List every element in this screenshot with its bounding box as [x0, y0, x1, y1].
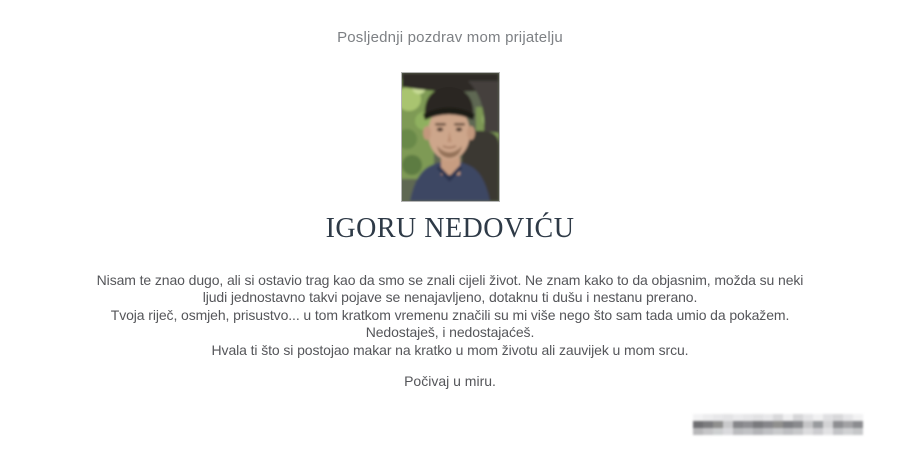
watermark-pixel	[853, 421, 863, 428]
watermark-pixel	[723, 414, 733, 421]
watermark-pixel	[813, 428, 823, 435]
watermark-pixel	[723, 428, 733, 435]
watermark-pixel	[713, 428, 723, 435]
watermark-pixel	[763, 421, 773, 428]
watermark-pixel	[693, 421, 703, 428]
closing-line: Počivaj u miru.	[404, 373, 496, 390]
watermark-pixel	[783, 421, 793, 428]
watermark-pixel	[833, 414, 843, 421]
watermark-pixel	[743, 428, 753, 435]
watermark-pixel	[693, 414, 703, 421]
memorial-message	[0, 272, 900, 359]
deceased-photo	[401, 72, 500, 202]
watermark-pixel	[753, 428, 763, 435]
watermark-pixel	[763, 428, 773, 435]
watermark-pixel	[713, 414, 723, 421]
watermark-pixel	[853, 428, 863, 435]
watermark-pixel	[743, 414, 753, 421]
watermark-pixel	[853, 414, 863, 421]
watermark-pixel	[783, 414, 793, 421]
watermark-pixel	[753, 414, 763, 421]
watermark-pixel	[813, 421, 823, 428]
watermark-pixel	[693, 428, 703, 435]
watermark-pixel	[773, 414, 783, 421]
page-title: Posljednji pozdrav mom prijatelju	[337, 29, 563, 46]
message-line: Tvoja riječ, osmjeh, prisustvo... u tom kratkom vremenu značili su mi više nego što sam tada umio da pokažem.	[110, 306, 790, 323]
message-line: ljudi jednostavno takvi pojave se nenajavljeno, dotaknu ti dušu i nestanu prerano.	[202, 289, 698, 306]
watermark-pixel	[703, 414, 713, 421]
watermark-pixel	[833, 428, 843, 435]
watermark-pixel	[793, 428, 803, 435]
watermark-pixel	[823, 428, 833, 435]
watermark-pixel	[773, 428, 783, 435]
watermark-pixel	[743, 421, 753, 428]
watermark-pixel	[733, 428, 743, 435]
watermark-pixel	[843, 414, 853, 421]
watermark-pixel	[783, 428, 793, 435]
watermark-pixel	[813, 414, 823, 421]
watermark-pixel	[803, 428, 813, 435]
watermark-pixel	[773, 421, 783, 428]
watermark-pixel	[753, 421, 763, 428]
watermark-pixel	[703, 421, 713, 428]
message-line: Nedostaješ, i nedostajaćeš.	[365, 324, 535, 341]
deceased-name: IGORU NEDOVIĆU	[325, 213, 575, 244]
watermark-pixel	[793, 414, 803, 421]
watermark-pixel	[733, 421, 743, 428]
watermark-pixel	[823, 421, 833, 428]
watermark-pixel	[803, 421, 813, 428]
watermark-pixel	[803, 414, 813, 421]
watermark-pixel	[833, 421, 843, 428]
watermark-pixel	[793, 421, 803, 428]
portrait-photo-illustration	[402, 73, 499, 201]
watermark-pixel	[723, 421, 733, 428]
watermark-pixel	[713, 421, 723, 428]
watermark-pixel	[843, 428, 853, 435]
watermark-pixel	[733, 414, 743, 421]
message-line: Hvala ti što si postojao makar na kratko u mom životu ali zauvijek u mom srcu.	[211, 341, 689, 358]
watermark-pixel	[763, 414, 773, 421]
watermark-pixel	[843, 421, 853, 428]
watermark-pixel	[823, 414, 833, 421]
message-line: Nisam te znao dugo, ali si ostavio trag kao da smo se znali cijeli život. Ne znam kako to da objasnim, možda su neki	[96, 272, 804, 288]
watermark-pixel	[703, 428, 713, 435]
blurred-watermark	[693, 414, 863, 435]
